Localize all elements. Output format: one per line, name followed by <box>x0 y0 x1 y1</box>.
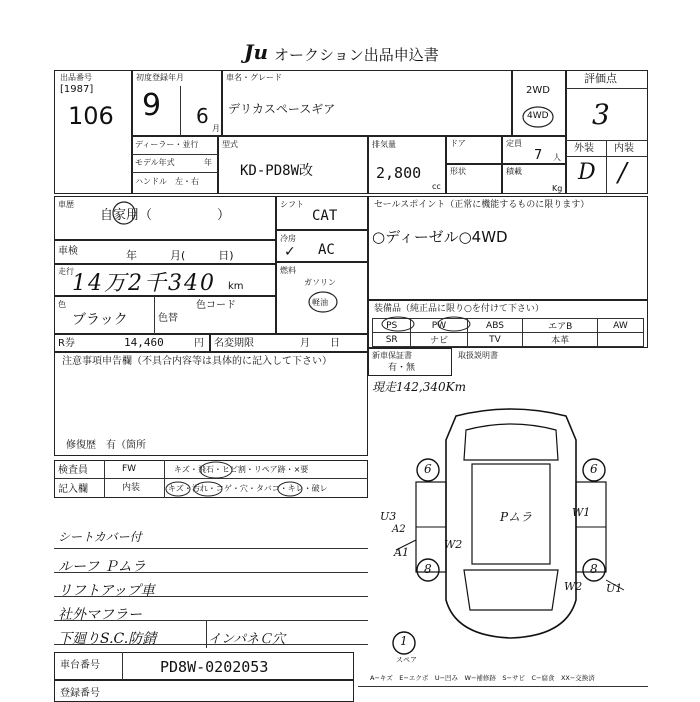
note-line-4: 社外マフラー <box>58 607 142 623</box>
name-change-unit: 月 日 <box>300 338 340 349</box>
displacement-label: 排気量 <box>372 140 396 149</box>
tire-rl: 8 <box>424 562 432 576</box>
warranty-options: 有・無 <box>388 363 416 373</box>
notes-handwritten: 現走142,340Km <box>372 380 466 394</box>
warranty-note-label: 取扱説明書 <box>458 351 498 360</box>
inspector-label: 検査員 <box>58 465 88 476</box>
drive-4wd: 4WD <box>527 111 549 121</box>
doors-label: ドア <box>450 139 466 148</box>
dealer-label: ディーラー・並行 <box>135 140 199 149</box>
diagram-label-a1: A1 <box>394 546 409 559</box>
model-year-unit: 年 <box>204 158 212 167</box>
aircon-check-icon: ✓ <box>284 244 296 260</box>
mileage-label: 走行 <box>58 267 74 276</box>
equipment-label: 装備品（純正品に限り○を付けて下さい） <box>374 304 544 314</box>
aircon-label: 冷房 <box>280 234 296 243</box>
r-ticket-value: 14,460 <box>124 336 164 349</box>
rating-interior-value: / <box>618 158 627 188</box>
tire-fl: 6 <box>424 462 432 476</box>
spare-label: スペア <box>396 656 417 664</box>
equipment-item <box>597 333 643 347</box>
note-line-2: ルーフ Ｐムラ <box>58 559 146 575</box>
repair-label: 修復歴 有（箇所 <box>66 440 146 451</box>
inspector-items: キズ・飛石・ヒビ割・リペア跡・×要 <box>174 465 309 474</box>
equipment-item: PW <box>411 319 467 333</box>
notes-label: 注意事項申告欄（不具合内容等は具体的に記入して下さい） <box>62 356 332 367</box>
fuel-diesel-circle-icon <box>306 290 340 314</box>
rating-value: 3 <box>592 98 610 131</box>
model-value: KD-PD8W改 <box>240 163 314 179</box>
sales-point-label: セールスポイント（正常に機能するものに限ります） <box>374 200 590 210</box>
fuel-gasoline: ガソリン <box>304 278 336 287</box>
equipment-item: ナビ <box>411 333 467 347</box>
entry-year-tag: [1987] <box>60 84 94 95</box>
mileage-value: 14万2千340 <box>72 271 216 296</box>
car-diagram <box>376 400 646 650</box>
rating-exterior-label: 外装 <box>574 143 594 154</box>
diagram-label-w2-right: W2 <box>564 580 583 593</box>
capacity-value: 7 <box>534 148 543 163</box>
inspector-circle-icon <box>196 460 236 480</box>
recorder-interior: 内装 <box>122 483 141 493</box>
diagram-label-w1: W1 <box>572 506 591 519</box>
inspection-text: 年 月( 日) <box>126 249 234 262</box>
recorder-items: キズ・汚れ・コゲ・穴・タバコ・キレ・破レ <box>168 484 328 493</box>
inspector-fw: FW <box>122 464 137 474</box>
tire-rr: 8 <box>590 562 598 576</box>
sales-point-value: ○ディーゼル○4WD <box>372 228 508 246</box>
fuel-diesel: 軽油 <box>312 298 328 307</box>
color-value: ブラック <box>72 312 128 328</box>
damage-legend: A−キズ E−エクボ U−凹み W−補修跡 S−サビ C−腐食 XX−交換済 <box>370 674 595 682</box>
usage-label: 車歴 <box>58 200 74 209</box>
equipment-item: PS <box>373 319 411 333</box>
shift-label: シフト <box>280 200 304 209</box>
usage-value: 自家用（ ） <box>100 208 231 223</box>
first-reg-month: 6 <box>196 104 209 128</box>
logo: Ju <box>244 40 269 64</box>
diagram-label-u3: U3 <box>380 510 397 523</box>
recorder-circle-icon <box>164 479 344 499</box>
recorder-label: 記入欄 <box>58 484 88 495</box>
r-ticket-unit: 円 <box>194 338 204 349</box>
equipment-item: AW <box>597 319 643 333</box>
load-label: 積載 <box>506 167 522 176</box>
diagram-label-pmura: Pムラ <box>500 510 533 524</box>
r-ticket-label: R券 <box>58 338 75 349</box>
chassis-label: 車台番号 <box>60 660 100 671</box>
diagram-label-w2-left: W2 <box>444 538 463 551</box>
note-line-1: シートカバー付 <box>58 530 142 544</box>
model-year-label: モデル年式 <box>135 158 175 167</box>
note-line-5: 下廻りS.C.防錆 <box>58 631 157 647</box>
displacement-unit: cc <box>432 182 441 191</box>
sales-point-box <box>368 196 648 300</box>
form-title: オークション出品申込書 <box>274 46 439 64</box>
color-repaint-label: 色替 <box>158 313 178 324</box>
color-code-label: 色コード <box>196 300 236 311</box>
diagram-label-a2: A2 <box>392 524 406 535</box>
rating-exterior-value: D <box>578 160 596 185</box>
shape-label: 形状 <box>450 167 466 176</box>
inspection-label: 車検 <box>58 246 78 257</box>
capacity-unit: 人 <box>553 153 561 162</box>
equipment-item: ABS <box>467 319 523 333</box>
drive-2wd: 2WD <box>526 85 550 96</box>
chassis-value: PD8W-0202053 <box>160 658 269 676</box>
equipment-item: SR <box>373 333 411 347</box>
spare-tire-value: 1 <box>400 634 408 648</box>
load-unit: Kg <box>552 184 563 193</box>
reg-number-label: 登録番号 <box>60 688 100 699</box>
note-line-3: リフトアップ車 <box>58 583 155 599</box>
equipment-item: エアB <box>523 319 597 333</box>
first-reg-month-unit: 月 <box>212 124 220 133</box>
shift-value: CAT <box>312 208 338 224</box>
entry-label: 出品番号 <box>60 73 92 82</box>
car-name-value: デリカスペースギア <box>228 102 336 116</box>
rating-label: 評価点 <box>584 72 617 85</box>
aircon-value: AC <box>318 242 335 258</box>
fuel-label: 燃料 <box>280 266 296 275</box>
first-reg-year: 9 <box>142 88 162 123</box>
entry-number: 106 <box>68 102 114 130</box>
name-change-label: 名変期限 <box>214 338 254 349</box>
color-label: 色 <box>58 300 66 309</box>
handle-label: ハンドル 左・右 <box>135 177 199 186</box>
mileage-unit: km <box>228 281 244 292</box>
equipment-circle-icon <box>376 316 476 332</box>
tire-fr: 6 <box>590 462 598 476</box>
car-name-label: 車名・グレード <box>226 73 282 82</box>
equipment-item: TV <box>467 333 523 347</box>
equipment-item: 本革 <box>523 333 597 347</box>
model-label: 型式 <box>222 140 238 149</box>
usage-circle-icon <box>110 200 138 226</box>
drive-4wd-circle-icon <box>520 104 556 130</box>
rating-interior-label: 内装 <box>614 143 634 154</box>
displacement-value: 2,800 <box>376 164 422 182</box>
capacity-label: 定員 <box>506 139 522 148</box>
first-reg-label: 初度登録年月 <box>136 73 184 82</box>
note-line-6: インパネＣ穴 <box>208 632 286 647</box>
warranty-label: 新車保証書 <box>372 351 412 360</box>
diagram-label-u1: U1 <box>606 582 623 595</box>
